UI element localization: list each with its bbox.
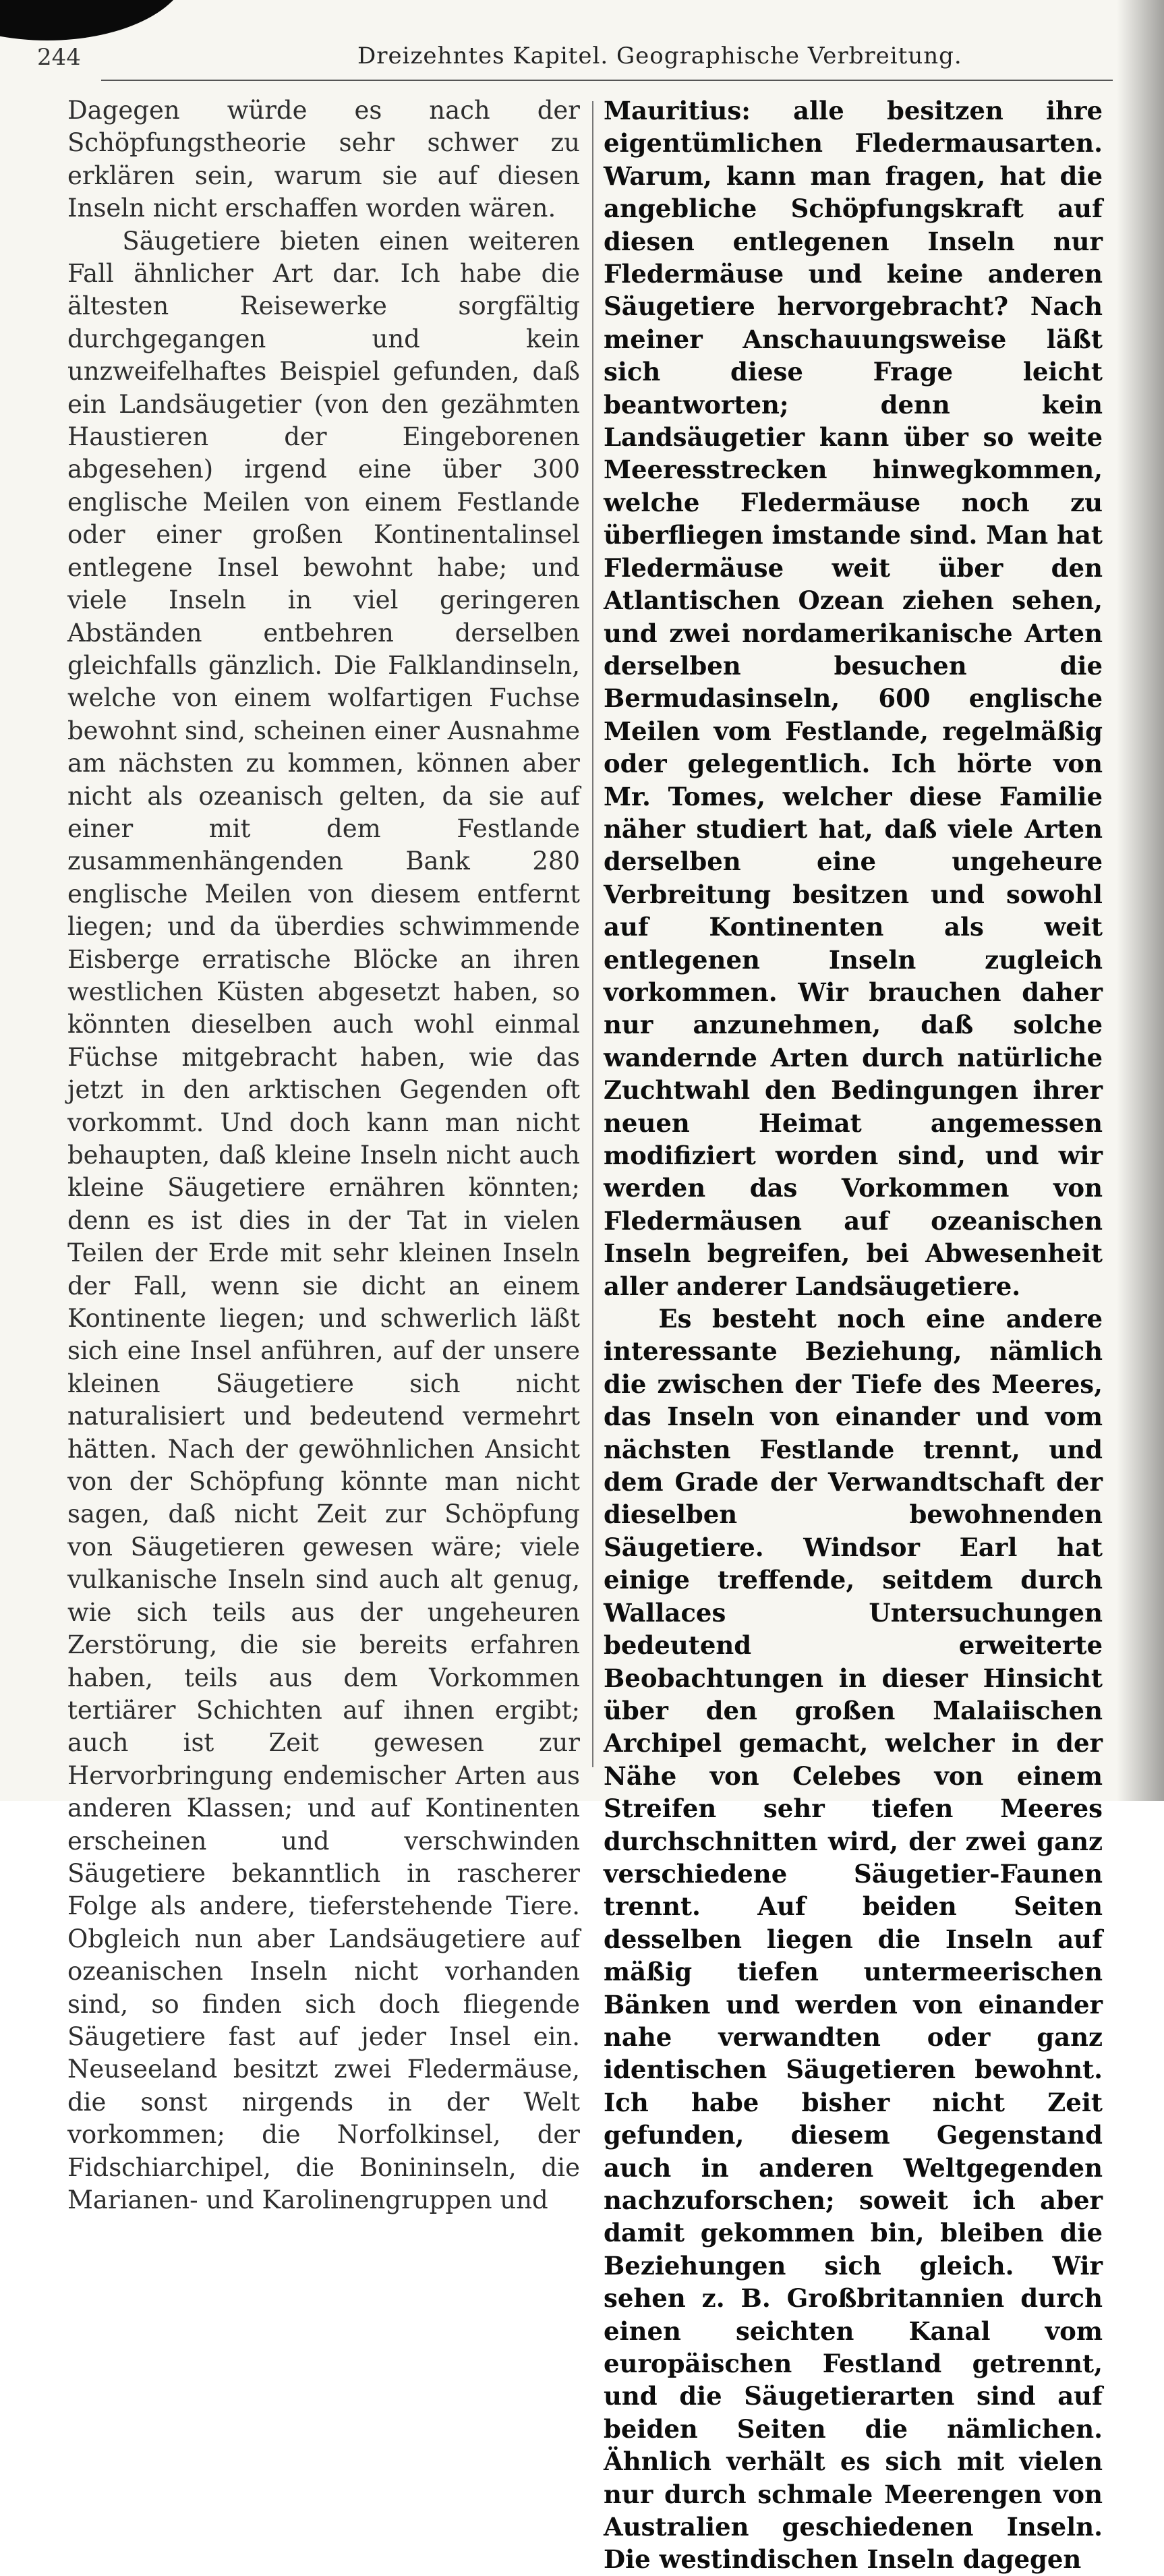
page-number: 244	[37, 44, 81, 71]
column-divider	[592, 101, 593, 1767]
binding-shadow	[0, 0, 189, 40]
right-column	[604, 94, 1103, 2575]
paragraph: Mauritius: alle besitzen ihre eigentümlichen Fledermausarten. Warum, kann man fragen, hat die angebliche Schöpfungskraft auf diesen entlegenen Inseln nur Fledermäuse und keine anderen Säugetiere hervorgebracht? Nach meiner Anschauungsweise läßt sich diese Frage leicht beantworten; denn kein Landsäugetier kann über so weite Meeresstrecken hinwegkommen, welche Fledermäuse noch zu überfliegen imstande sind. Man hat Fledermäuse weit über den Atlantischen Ozean ziehen sehen, und zwei nordamerikanische Arten derselben besuchen die Bermudasinseln, 600 englische Meilen vom Festlande, regelmäßig oder gelegentlich. Ich hörte von Mr. Tomes, welcher diese Familie näher studiert hat, daß viele Arten derselben eine ungeheure Verbreitung besitzen und sowohl auf Kontinenten als weit entlegenen Inseln zugleich vorkommen. Wir brauchen daher nur anzunehmen, daß solche wandernde Arten durch natürliche Zuchtwahl den Bedingungen ihrer neuen Heimat angemessen modifiziert worden sind, und wir werden das Vorkommen von Fledermäusen auf ozeanischen Inseln begreifen, bei Abwesenheit aller anderer Landsäugetiere.	[604, 96, 1103, 1301]
paragraph: Es besteht noch eine andere interessante Beziehung, nämlich die zwischen der Tiefe des Meeres, das Inseln von einander und vom nächsten Festlande trennt, und dem Grade der Verwandtschaft der dieselben bewohnenden Säugetiere. Windsor Earl hat einige treffende, seitdem durch Wallaces Untersuchungen bedeutend erweiterte Beobachtungen in dieser Hinsicht über den großen Malaiischen Archipel gemacht, welcher in der Nähe von Celebes von einem Streifen sehr tiefen Meeres durchschnitten wird, der zwei ganz verschiedene Säugetier-Faunen trennt. Auf beiden Seiten desselben liegen die Inseln auf mäßig tiefen untermeerischen Bänken und werden von einander nahe verwandten oder ganz identischen Säugetieren bewohnt. Ich habe bisher nicht Zeit gefunden, diesem Gegenstand auch in anderen Weltgegenden nachzuforschen; soweit ich aber damit gekommen bin, bleiben die Beziehungen sich gleich. Wir sehen z. B. Großbritannien durch einen seichten Kanal vom europäischen Festland getrennt, und die Säugetierarten sind auf beiden Seiten die nämlichen. Ähnlich verhält es sich mit vielen nur durch schmale Meerengen von Australien geschiedenen Inseln. Die westindischen Inseln dagegen	[604, 1304, 1103, 2575]
page-edge-shadow	[1117, 0, 1164, 1801]
header-rule	[101, 80, 1113, 81]
left-column	[67, 94, 580, 2214]
paragraph: Säugetiere bieten einen weiteren Fall ähnlicher Art dar. Ich habe die ältesten Reisewerke sorgfältig durchgegangen und kein unzweifelhaftes Beispiel gefunden, daß ein Landsäugetier (von den gezähmten Haustieren der Eingeborenen abgesehen) irgend eine über 300 englische Meilen von einem Festlande oder einer großen Kontinentalinsel entlegene Insel bewohnt habe; und viele Inseln in viel geringeren Abständen entbehren derselben gleichfalls gänzlich. Die Falklandinseln, welche von einem wolfartigen Fuchse bewohnt sind, scheinen einer Ausnahme am nächsten zu kommen, können aber nicht als ozeanisch gelten, da sie auf einer mit dem Festlande zusammenhängenden Bank 280 englische Meilen von diesem entfernt liegen; und da überdies schwimmende Eisberge erratische Blöcke an ihren westlichen Küsten abgesetzt haben, so könnten dieselben auch wohl einmal Füchse mitgebracht haben, wie das jetzt in den arktischen Gegenden oft vorkommt. Und doch kann man nicht behaupten, daß kleine Inseln nicht auch kleine Säugetiere ernähren könnten; denn es ist dies in der Tat in vielen Teilen der Erde mit sehr kleinen Inseln der Fall, wenn sie dicht an einem Kontinente liegen; und schwerlich läßt sich eine Insel anführen, auf der unsere kleinen Säugetiere sich nicht naturalisiert und bedeutend vermehrt hätten. Nach der gewöhnlichen Ansicht von der Schöpfung könnte man nicht sagen, daß nicht Zeit zur Schöpfung von Säugetieren gewesen wäre; viele vulkanische Inseln sind auch alt genug, wie sich teils aus der ungeheuren Zerstörung, die sie bereits erfahren haben, teils aus dem Vorkommen tertiärer Schichten auf ihnen ergibt; auch ist Zeit gewesen zur Hervorbringung endemischer Arten aus anderen Klassen; und auf Kontinenten erscheinen und verschwinden Säugetiere bekanntlich in rascherer Folge als andere, tieferstehende Tiere. Obgleich nun aber Landsäugetiere auf ozeanischen Inseln nicht vorhanden sind, so finden sich doch fliegende Säugetiere fast auf jeder Insel ein. Neuseeland besitzt zwei Fledermäuse, die sonst nirgends in der Welt vorkommen; die Norfolkinsel, der Fidschiarchipel, die Bonininseln, die Marianen- und Karolinengruppen und	[67, 226, 580, 2214]
paragraph: Dagegen würde es nach der Schöpfungstheorie sehr schwer zu erklären sein, warum sie auf diesen Inseln nicht erschaffen worden wären.	[67, 96, 580, 223]
page-header	[37, 37, 1103, 78]
running-title: Dreizehntes Kapitel. Geographische Verbreitung.	[357, 42, 962, 69]
